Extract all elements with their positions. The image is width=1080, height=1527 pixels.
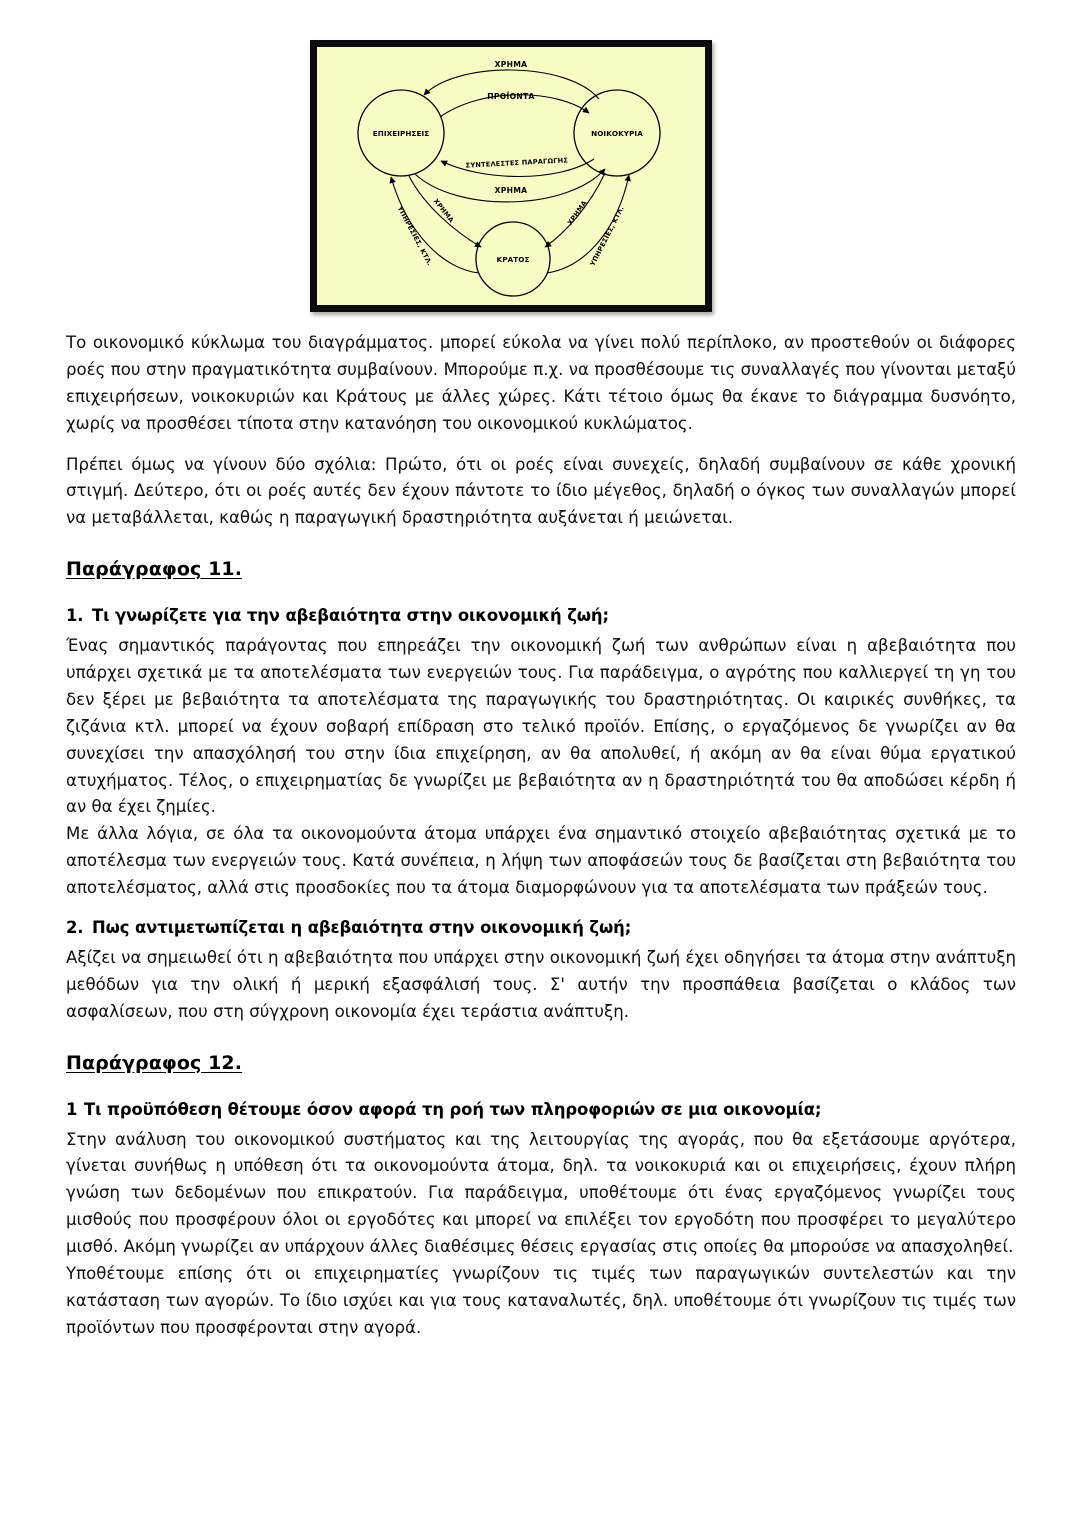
answer-11-1-b: Με άλλα λόγια, σε όλα τα οικονομούντα άτομα υπάρχει ένα σημαντικό στοιχείο αβεβαιότητας σχετικά με το αποτέλεσμα των ενεργειών τους. Κατά συνέπεια, η λήψη των αποφάσεών τους δε βασίζεται στη βεβαιότητα του αποτελέσματος, αλλά στις προσδοκίες που τα άτομα διαμορφώνουν για τα αποτελέσματα των πράξεών τους. (66, 824, 1016, 897)
document-content (66, 330, 1016, 1342)
question-11-2-title: Πως αντιμετωπίζεται η αβεβαιότητα στην οικονομική ζωή; (92, 917, 632, 937)
section-heading-11: Παράγραφος 11. (66, 558, 243, 581)
question-11-1 (66, 606, 1016, 625)
node-label-households: ΝΟΙΚΟΚΥΡΙΑ (591, 129, 643, 138)
question-12-1 (66, 1100, 1016, 1119)
economic-circuit-figure (310, 40, 712, 312)
flow-label-services-firms: ΥΠΗΡΕΣΙΕΣ, ΚΤΛ. (395, 204, 434, 268)
question-12-1-number: 1 (66, 1099, 78, 1119)
flow-label-money-firms-state: ΧΡΗΜΑ (431, 197, 456, 225)
section-heading-12: Παράγραφος 12. (66, 1051, 243, 1074)
question-11-1-number: 1. (66, 606, 84, 626)
figure-frame (310, 40, 712, 312)
intro-paragraph-2: Πρέπει όμως να γίνουν δύο σχόλια: Πρώτο, ότι οι ροές είναι συνεχείς, δηλαδή συμβαίνουν σε κάθε χρονική στιγμή. Δεύτερο, ότι οι ροές αυτές δεν έχουν πάντοτε το ίδιο μέγεθος, δηλαδή ο όγκος των συναλλαγών μπορεί να μεταβάλλεται, καθώς η παραγωγική δραστηριότητα αυξάνεται ή μειώνεται. (66, 454, 1016, 528)
flow-label-products: ΠΡΟΪΟΝΤΑ (487, 92, 535, 101)
answer-12-1-a: Στην ανάλυση του οικονομικού συστήματος και της λειτουργίας της αγοράς, που θα εξετάσουμε αργότερα, γίνεται συνήθως η υπόθεση ότι τα οικονομούντα άτομα, δηλ. τα νοικοκυριά και οι επιχειρήσεις, έχουν πλήρη γνώση των δεδομένων που επικρατούν. Για παράδειγμα, υποθέτουμε ότι ένας εργαζόμενος γνωρίζει τους μισθούς που προσφέρουν όλοι οι εργοδότες και μπορεί να επιλέξει τον εργοδότη που προσφέρει το μεγαλύτερο μισθό. Ακόμη γνωρίζει αν υπάρχουν άλλες διαθέσιμες θέσεις εργασίας στις οποίες θα μπορούσε να απασχοληθεί. (66, 1129, 1016, 1256)
flow-label-money-top: ΧΡΗΜΑ (494, 60, 528, 69)
intro-paragraph-1: Το οικονομικό κύκλωμα του διαγράμματος. μπορεί εύκολα να γίνει πολύ περίπλοκο, αν προστεθούν οι διάφορες ροές που στην πραγματικότητα συμβαίνουν. Μπορούμε π.χ. να προσθέσουμε τις συναλλαγές που γίνονται μεταξύ επιχειρήσεων, νοικοκυριών και Κράτους με άλλες χώρες. Κάτι τέτοιο όμως θα έκανε το διάγραμμα δυσνόητο, χωρίς να προσθέσει τίποτα στην κατανόηση του οικονομικού κυκλώματος. (66, 333, 1016, 433)
flow-label-services-households: ΥΠΗΡΕΣΙΕΣ, ΚΤΛ. (588, 204, 626, 268)
circular-flow-diagram (317, 47, 705, 305)
question-12-1-title: Τι προϋπόθεση θέτουμε όσον αφορά τη ροή των πληροφοριών σε μια οικονομία; (84, 1099, 822, 1119)
node-label-firms: ΕΠΙΧΕΙΡΗΣΕΙΣ (372, 129, 430, 138)
answer-11-1-a: Ένας σημαντικός παράγοντας που επηρεάζει την οικονομική ζωή των ανθρώπων είναι η αβεβαιότητα που υπάρχει σχετικά με τα αποτελέσματα των ενεργειών τους. Για παράδειγμα, ο αγρότης που καλλιεργεί τη γη του δεν ξέρει με βεβαιότητα τα αποτελέσματα της παραγωγικής του δραστηριότητας. Οι καιρικές συνθήκες, τα ζιζάνια κτλ. μπορεί να έχουν σοβαρή επίδραση στο τελικό προϊόν. Επίσης, ο εργαζόμενος δε γνωρίζει αν θα συνεχίσει την απασχόλησή του στην ίδια επιχείρηση, αν θα απολυθεί, ή ακόμη αν θα είναι θύμα εργατικού ατυχήματος. Τέλος, ο επιχειρηματίας δε γνωρίζει με βεβαιότητα αν η δραστηριότητά του θα αποδώσει κέρδη ή αν θα έχει ζημίες. (66, 636, 1016, 817)
answer-12-1-b: Υποθέτουμε επίσης ότι οι επιχειρηματίες γνωρίζουν τις τιμές των παραγωγικών συντελεστών και την κατάσταση των αγορών. Το ίδιο ισχύει και για τους καταναλωτές, δηλ. υποθέτουμε ότι γνωρίζουν τις τιμές των προϊόντων που προσφέρονται στην αγορά. (66, 1263, 1016, 1337)
flow-services-state-firms (391, 177, 479, 273)
question-11-1-title: Τι γνωρίζετε για την αβεβαιότητα στην οικονομική ζωή; (92, 606, 609, 626)
question-11-2-number: 2. (66, 917, 84, 937)
flow-label-money-mid: ΧΡΗΜΑ (494, 186, 528, 195)
flow-label-money-state-households: ΧΡΗΜΑ (566, 199, 589, 227)
answer-11-2-a: Αξίζει να σημειωθεί ότι η αβεβαιότητα που υπάρχει στην οικονομική ζωή έχει οδηγήσει τα άτομα στην ανάπτυξη μεθόδων για την ολική ή μερική εξασφάλισή τους. Σ' αυτήν την προσπάθεια βασίζεται ο κλάδος των ασφαλίσεων, που στη σύγχρονη οικονομία έχει τεράστια ανάπτυξη. (66, 947, 1016, 1021)
node-label-state: ΚΡΑΤΟΣ (496, 255, 530, 264)
flow-label-factors: ΣΥΝΤΕΛΕΣΤΕΣ ΠΑΡΑΓΩΓΗΣ (465, 156, 569, 170)
question-11-2 (66, 918, 1016, 937)
